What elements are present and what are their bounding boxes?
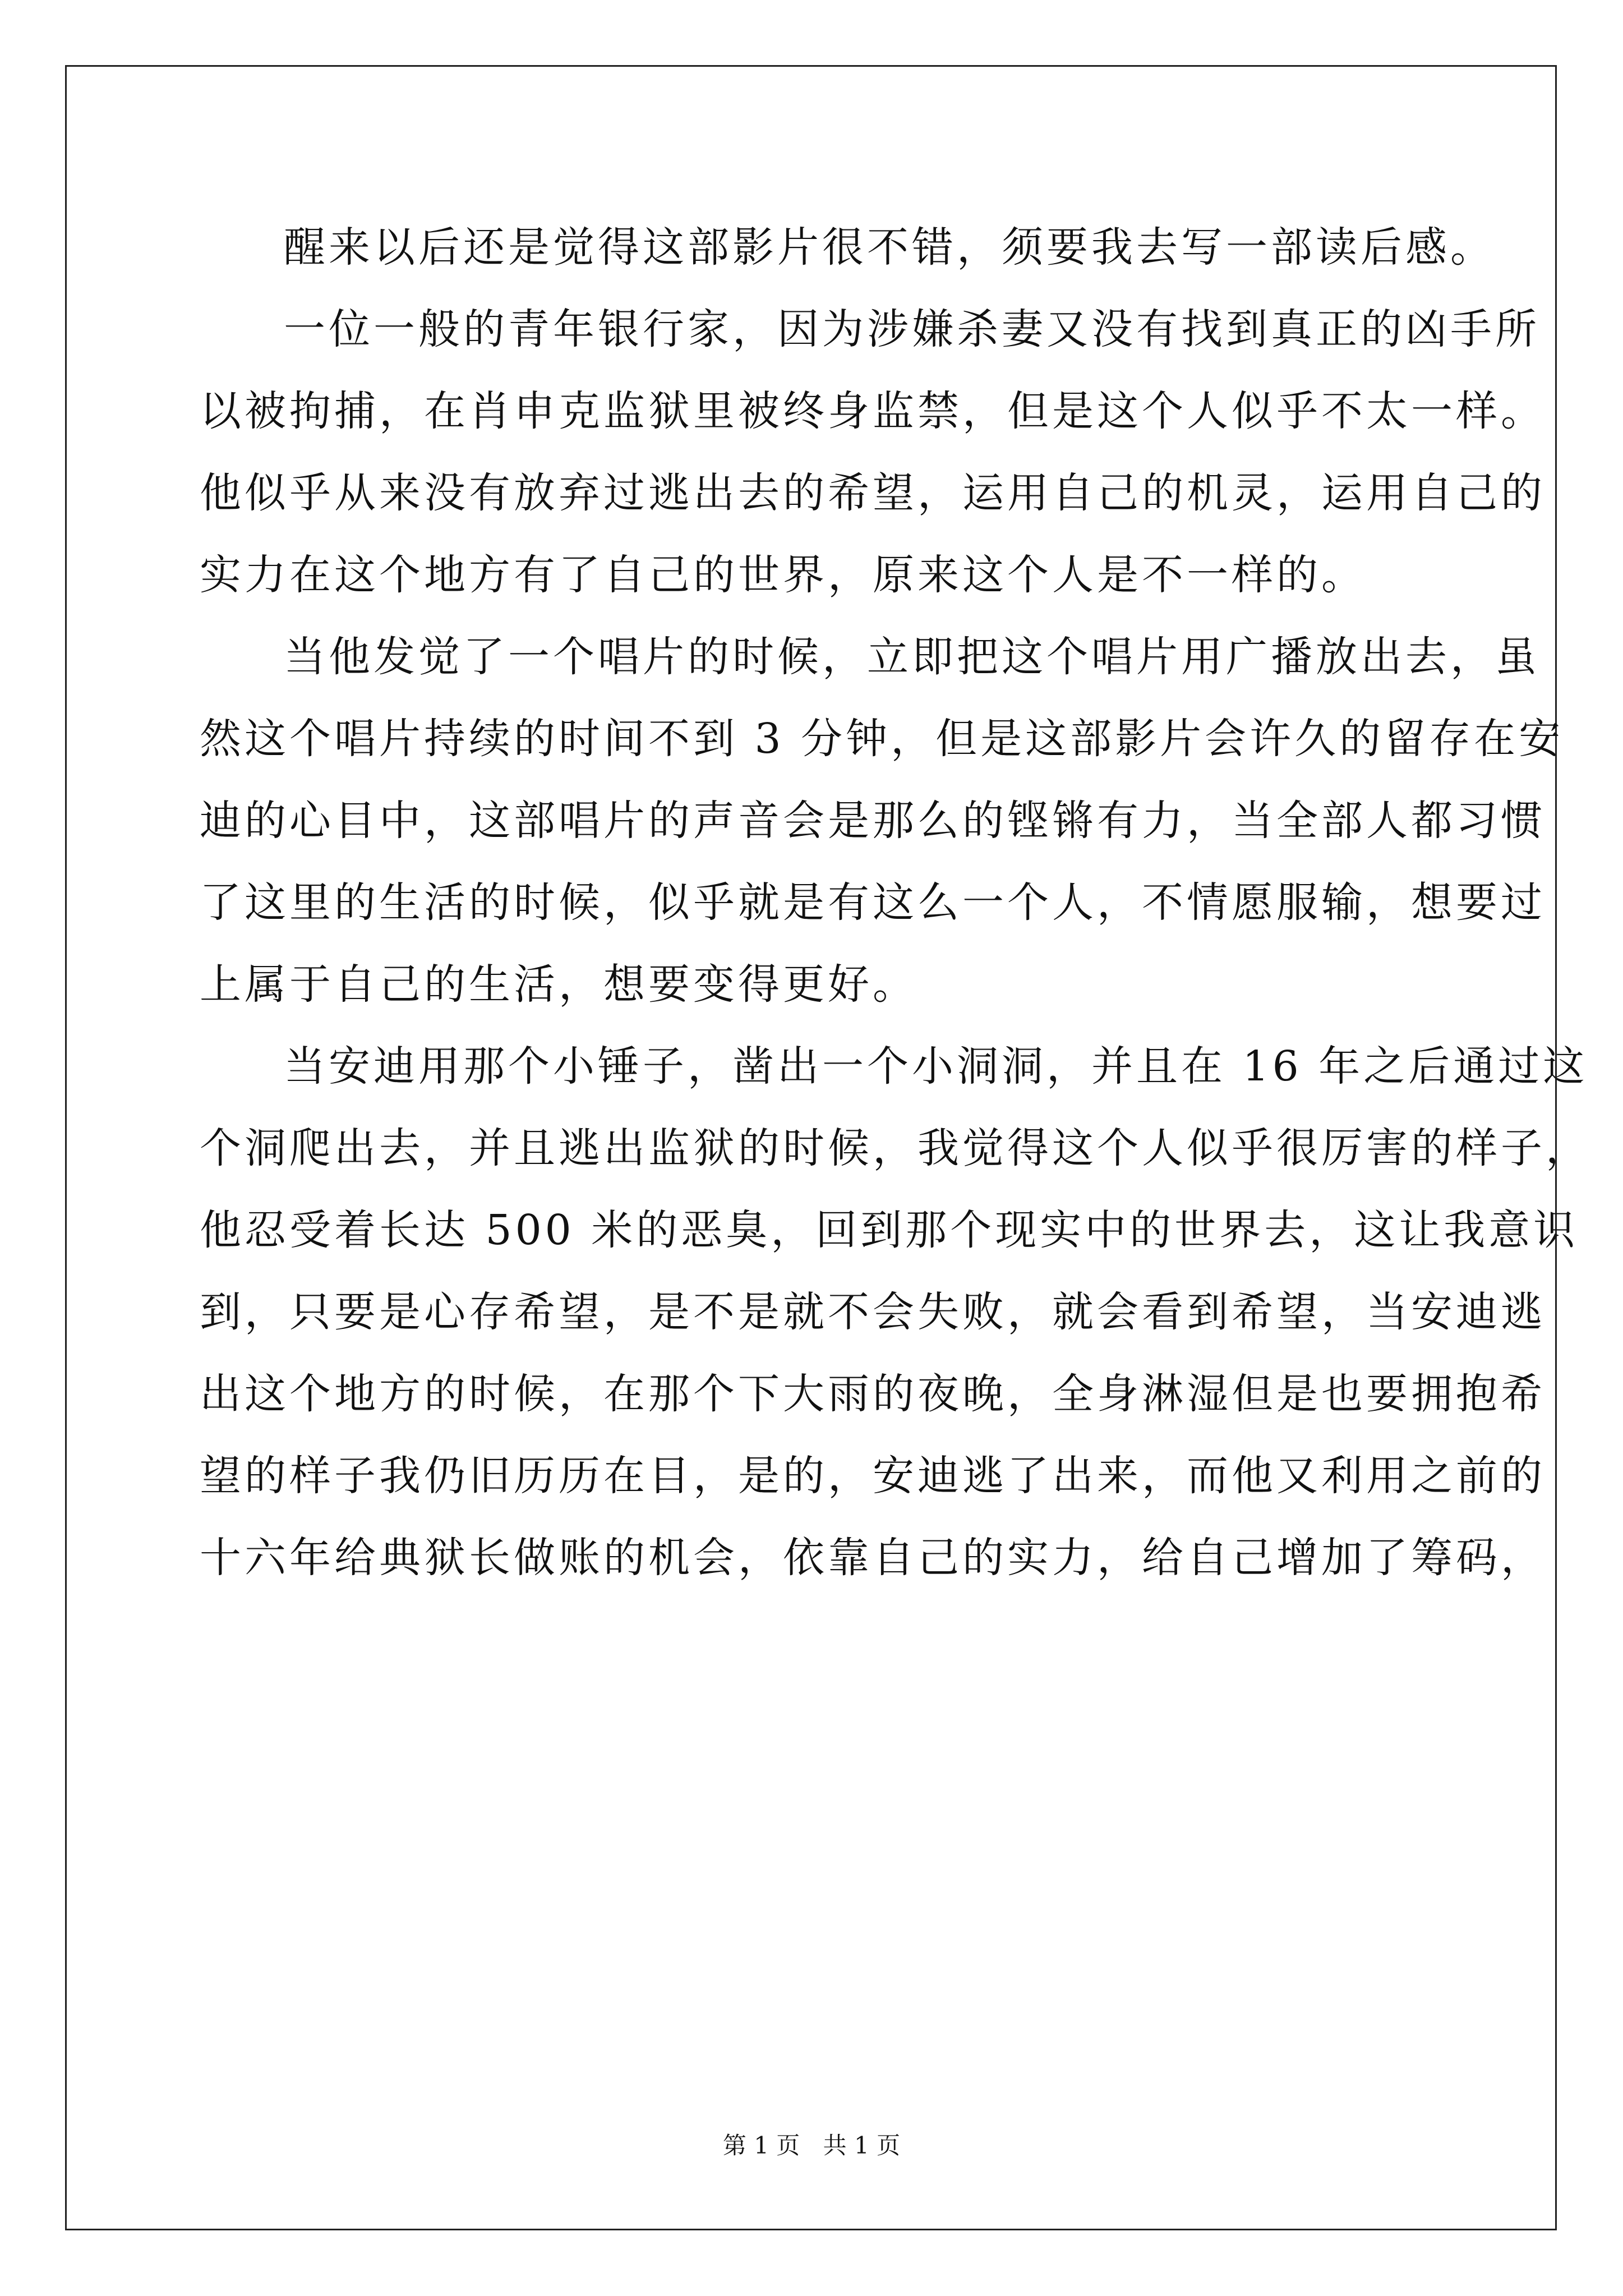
text-line: 当他发觉了一个唱片的时候，立即把这个唱片用广播放出去，虽 (284, 633, 1540, 681)
text-line: 出这个地方的时候，在那个下大雨的夜晚，全身淋湿但是也要拥抱希 (200, 1370, 1546, 1418)
document-body (200, 206, 1590, 1599)
text-line: 然这个唱片持续的时间不到 3 分钟，但是这部影片会许久的留存在安 (200, 715, 1564, 763)
text-line: 实力在这个地方有了自己的世界，原来这个人是不一样的。 (200, 551, 1366, 599)
page-footer (0, 2129, 1623, 2162)
text-line: 当安迪用那个小锤子，凿出一个小洞洞，并且在 16 年之后通过这 (284, 1042, 1588, 1091)
text-line: 他似乎从来没有放弃过逃出去的希望，运用自己的机灵，运用自己的 (200, 469, 1546, 517)
text-line: 醒来以后还是觉得这部影片很不错，须要我去写一部读后感。 (284, 223, 1495, 272)
text-line: 以被拘捕，在肖申克监狱里被终身监禁，但是这个人似乎不太一样。 (200, 387, 1546, 435)
text-line: 到，只要是心存希望，是不是就不会失败，就会看到希望，当安迪逃 (200, 1288, 1546, 1336)
text-line: 上属于自己的生活，想要变得更好。 (200, 960, 917, 1009)
text-line: 望的样子我仍旧历历在目，是的，安迪逃了出来，而他又利用之前的 (200, 1452, 1546, 1500)
page-total: 共 1 页 (823, 2132, 901, 2159)
text-line: 个洞爬出去，并且逃出监狱的时候，我觉得这个人似乎很厉害的样子， (200, 1124, 1590, 1172)
page-number: 第 1 页 (722, 2132, 800, 2159)
text-line: 一位一般的青年银行家，因为涉嫌杀妻又没有找到真正的凶手所 (284, 305, 1540, 353)
text-line: 了这里的生活的时候，似乎就是有这么一个人，不情愿服输，想要过 (200, 878, 1546, 927)
text-line: 他忍受着长达 500 米的恶臭，回到那个现实中的世界去，这让我意识 (200, 1206, 1579, 1254)
text-line: 十六年给典狱长做账的机会，依靠自己的实力，给自己增加了筹码， (200, 1534, 1546, 1582)
text-line: 迪的心目中，这部唱片的声音会是那么的铿锵有力，当全部人都习惯 (200, 797, 1546, 845)
